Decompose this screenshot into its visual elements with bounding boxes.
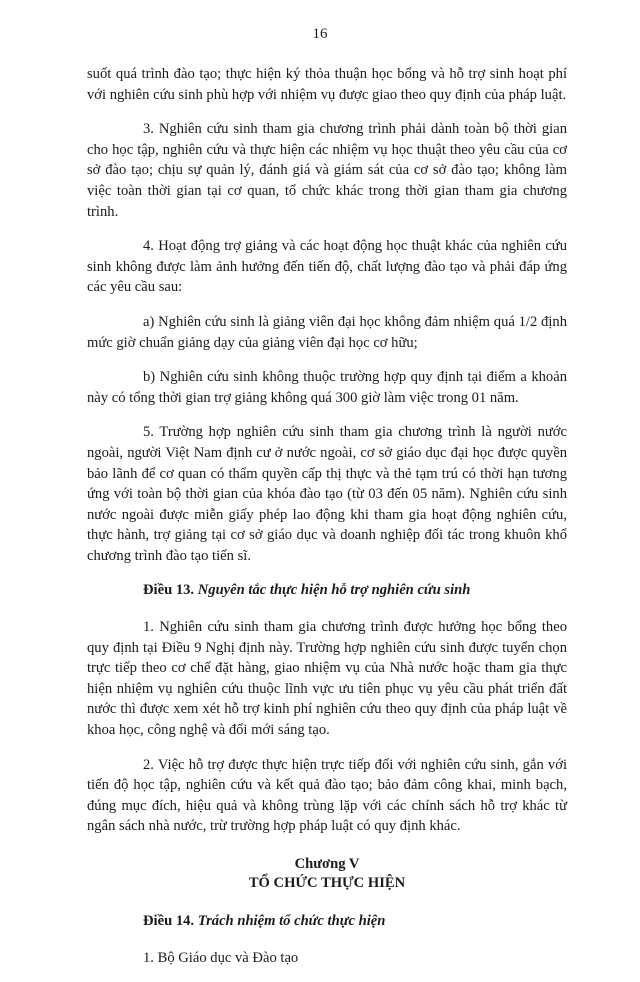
article-13-heading: [87, 580, 567, 601]
article-13-clause-1: 1. Nghiên cứu sinh tham gia chương trình được hưởng học bổng theo quy định tại Điều 9 Nghị định này. Trường hợp nghiên cứu sinh được tuyển chọn trực tiếp theo cơ chế đặt hàng, giao nhiệm vụ của Nhà nước hoặc tham gia thực hiện nhiệm vụ nghiên cứu thuộc lĩnh vực ưu tiên phục vụ yêu cầu phát triển đất nước thì được xem xét hỗ trợ kinh phí nghiên cứu theo quy định của pháp luật về khoa học, công nghệ và đổi mới sáng tạo.: [87, 619, 567, 739]
article-13-label: Điều 13.: [143, 582, 195, 599]
paragraph-clause-3: 3. Nghiên cứu sinh tham gia chương trình phải dành toàn bộ thời gian cho học tập, nghiên cứu và thực hiện các nhiệm vụ học thuật theo yêu cầu của cơ sở đào tạo; chịu sự quản lý, đánh giá và giám sát của cơ sở đào tạo; không làm việc toàn thời gian tại cơ quan, tổ chức khác trong thời gian tham gia chương trình.: [87, 121, 567, 220]
chapter-label: Chương V: [294, 856, 360, 872]
paragraph-point-b: b) Nghiên cứu sinh không thuộc trường hợp quy định tại điểm a khoản này có tổng thời gian trợ giảng không quá 300 giờ làm việc trong 01 năm.: [87, 369, 567, 406]
document-body: [87, 64, 567, 982]
paragraph-clause-4: 4. Hoạt động trợ giảng và các hoạt động học thuật khác của nghiên cứu sinh không được làm ảnh hưởng đến tiến độ, chất lượng đào tạo và phải đáp ứng các yêu cầu sau:: [87, 238, 567, 296]
paragraph-clause-5: 5. Trường hợp nghiên cứu sinh tham gia chương trình là người nước ngoài, người Việt Nam định cư ở nước ngoài, cơ sở giáo dục đại học được quyền bảo lãnh để cơ quan có thẩm quyền cấp thị thực và thẻ tạm trú có thời hạn tương ứng với toàn bộ thời gian của khóa đào tạo (từ 03 đến 05 năm). Nghiên cứu sinh nước ngoài được miễn giấy phép lao động khi tham gia hoạt động nghiên cứu, thực hành, trợ giảng tại cơ sở giáo dục và doanh nghiệp đối tác trong khuôn khổ chương trình đào tạo tiến sĩ.: [87, 424, 567, 564]
article-13-title: Nguyên tắc thực hiện hỗ trợ nghiên cứu sinh: [197, 582, 471, 599]
chapter-title: TỔ CHỨC THỰC HIỆN: [248, 875, 406, 891]
paragraph-point-a: a) Nghiên cứu sinh là giảng viên đại học không đảm nhiệm quá 1/2 định mức giờ chuẩn giảng dạy của giảng viên đại học cơ hữu;: [87, 313, 567, 351]
article-14-heading: [87, 911, 567, 932]
article-14-title: Trách nhiệm tổ chức thực hiện: [197, 913, 386, 929]
article-13-clause-2: 2. Việc hỗ trợ được thực hiện trực tiếp đối với nghiên cứu sinh, gắn với tiến độ học tập, nghiên cứu và kết quả đào tạo; bảo đảm công khai, minh bạch, đúng mục đích, hiệu quả và không trùng lặp với các chính sách hỗ trợ khác từ ngân sách nhà nước, trừ trường hợp pháp luật có quy định khác.: [87, 756, 567, 835]
article-14-clause-1: 1. Bộ Giáo dục và Đào tạo: [143, 949, 299, 966]
page-number: 16: [312, 26, 328, 42]
paragraph-continuation: suốt quá trình đào tạo; thực hiện ký thỏa thuận học bổng và hỗ trợ sinh hoạt phí với nghiên cứu sinh phù hợp với nhiệm vụ được giao theo quy định của pháp luật.: [87, 66, 567, 103]
article-14-label: Điều 14.: [143, 913, 195, 929]
